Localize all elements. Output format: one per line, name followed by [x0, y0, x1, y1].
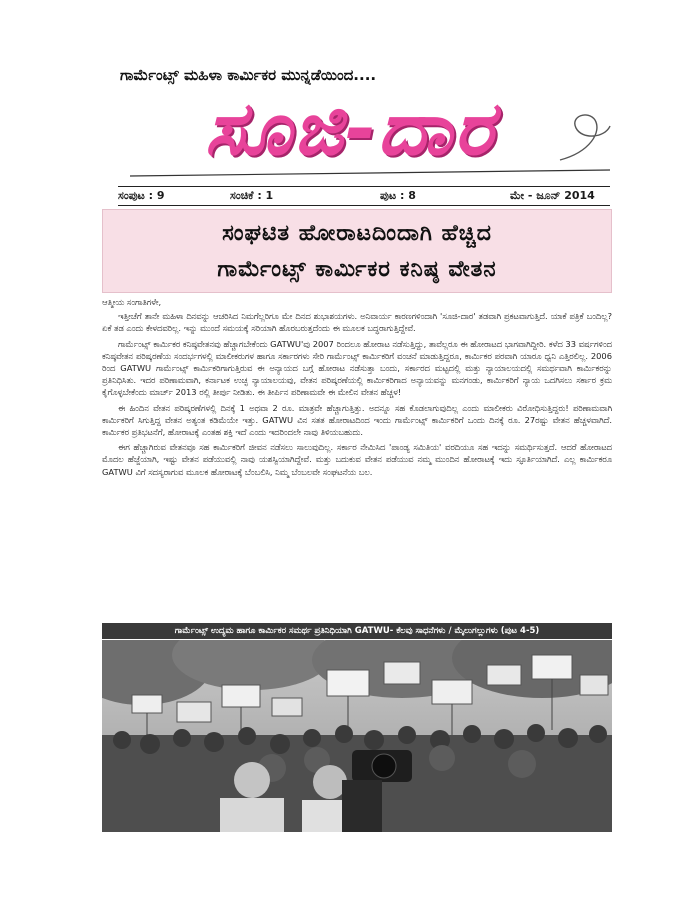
issue-volume: ಸಂಪುಟ : 9 [118, 189, 165, 202]
headline-line-2: ಗಾರ್ಮೆಂಟ್ಸ್ ಕಾರ್ಮಿಕರ ಕನಿಷ್ಠ ವೇತನ [217, 257, 497, 282]
article-salutation: ಆತ್ಮೀಯ ಸಂಗಾತಿಗಳೇ, [102, 297, 162, 307]
masthead-logo [90, 82, 620, 182]
article-paragraph: ಇತ್ತೀಚೆಗೆ ತಾನೇ ಮಹಿಳಾ ದಿನವನ್ನು ಆಚರಿಸಿದ ನಿಮಗೆಲ್ಲರಿಗೂ ಮೇ ದಿನದ ಶುಭಾಶಯಗಳು. ಅನಿವಾರ್ಯ ಕಾರಣಗಳಿಂದಾಗಿ 'ಸೂಜಿ-ದಾರ' ತಡವಾಗಿ ಪ್ರಕಟವಾಗುತ್ತಿದೆ. ಯಾಕೆ ಪತ್ರಿಕೆ ಬಂದಿಲ್ಲ? ಏಕೆ ತಡ ಎಂದು ಕೇಳದವರಿಲ್ಲ. ಇನ್ನು ಮುಂದೆ ಸಮಯಕ್ಕೆ ಸರಿಯಾಗಿ ಹೊರಬರುತ್ತದೆಂದು ಈ ಮೂಲಕ ಬದ್ಧರಾಗುತ್ತಿದ್ದೇವೆ. [102, 311, 612, 334]
issue-number: ಸಂಚಿಕೆ : 1 [230, 189, 274, 202]
headline-line-1: ಸಂಘಟಿತ ಹೋರಾಟದಿಂದಾಗಿ ಹೆಚ್ಚಿದ [222, 221, 492, 246]
article-paragraph: ಈ ಹಿಂದಿನ ವೇತನ ಪರಿಷ್ಕರಣೆಗಳಲ್ಲಿ ದಿನಕ್ಕೆ 1 ಅಥವಾ 2 ರೂ. ಮಾತ್ರವೇ ಹೆಚ್ಚಾಗುತ್ತಿತ್ತು. ಅದನ್ನೂ ಸಹ ಕೊಡಲಾಗುವುದಿಲ್ಲ ಎಂದು ಮಾಲೀಕರು ವಿರೋಧಿಸುತ್ತಿದ್ದರು! ಪರಿಣಾಮವಾಗಿ ಕಾರ್ಮಿಕರಿಗೆ ಸಿಗುತ್ತಿದ್ದ ವೇತನ ಅತ್ಯಂತ ಕಡಿಮೆಯೇ ಇತ್ತು. GATWU ವಿನ ಸತತ ಹೋರಾಟದಿಂದ ಇಂದು ಗಾರ್ಮೆಂಟ್ಸ್ ಕಾರ್ಮಿಕರಿಗೆ ಒಂದು ದಿನಕ್ಕೆ ರೂ. 27ರಷ್ಟು ವೇತನ ಹೆಚ್ಚಳವಾಗಿದೆ. ಕಾರ್ಮಿಕರ ಪ್ರತಿಭಟನೆಗೆ, ಹೋರಾಟಕ್ಕೆ ಎಂತಹ ಶಕ್ತಿ ಇದೆ ಎಂದು ಇದರಿಂದಲೇ ನಾವು ತಿಳಿಯಬಹುದು. [102, 402, 612, 438]
issue-date: ಮೇ - ಜೂನ್ 2014 [510, 189, 595, 202]
issue-pages: ಪುಟ : 8 [380, 189, 416, 202]
masthead-title: ಸೂಜಿ-ದಾರ [204, 86, 496, 172]
main-headline [102, 209, 612, 293]
issue-info-bar [118, 186, 610, 206]
photo-caption: ಗಾರ್ಮೆಂಟ್ಸ್ ಉದ್ಯಮ ಹಾಗೂ ಕಾರ್ಮಿಕರ ಸಮರ್ಥ ಪ್ರತಿನಿಧಿಯಾಗಿ GATWU- ಕೆಲವು ಸಾಧನೆಗಳು / ಮೈಲುಗಲ್ಲುಗಳು (ಪುಟ 4-5) [102, 623, 612, 639]
protest-crowd-image [102, 640, 612, 832]
article-body [102, 296, 612, 481]
needle-thread-icon [90, 82, 620, 182]
masthead-tagline: ಗಾರ್ಮೆಂಟ್ಸ್ ಮಹಿಳಾ ಕಾರ್ಮಿಕರ ಮುನ್ನಡೆಯಿಂದ.... [120, 66, 377, 84]
protest-photo [102, 640, 612, 832]
article-paragraph: ಈಗ ಹೆಚ್ಚಾಗಿರುವ ವೇತನವೂ ಸಹ ಕಾರ್ಮಿಕರಿಗೆ ಜೀವನ ನಡೆಸಲು ಸಾಲುವುದಿಲ್ಲ. ಸರ್ಕಾರ ನೇಮಿಸಿದ 'ಪಾಂಡ್ಯ ಸಮಿತಿಯ' ವರದಿಯೂ ಸಹ ಇದನ್ನು ಸಮರ್ಥಿಸುತ್ತದೆ. ಆದರೆ ಹೋರಾಟದ ಮೊದಲ ಹೆಜ್ಜೆಯಾಗಿ, ಇಷ್ಟು ವೇತನ ಪಡೆಯುವಲ್ಲಿ ನಾವು ಯಶಸ್ವಿಯಾಗಿದ್ದೇವೆ. ಮತ್ತು ಬದುಕುವ ವೇತನ ಪಡೆಯುವ ನಮ್ಮ ಮುಂದಿನ ಹೋರಾಟಕ್ಕೆ ಇದು ಸ್ಫೂರ್ತಿಯಾಗಿದೆ. ಎಲ್ಲ ಕಾರ್ಮಿಕರೂ GATWU ವಿಗೆ ಸದಸ್ಯರಾಗುವ ಮೂಲಕ ಹೋರಾಟಕ್ಕೆ ಬೆಂಬಲಿಸಿ, ನಿಮ್ಮ ಬೆಂಬಲವೇ ಸಂಘಟನೆಯ ಬಲ. [102, 442, 612, 477]
article-paragraph: ಗಾರ್ಮೆಂಟ್ಸ್ ಕಾರ್ಮಿಕರ ಕನಿಷ್ಠವೇತನವು ಹೆಚ್ಚಾಗಬೇಕೆಂದು GATWU'ವು 2007 ರಿಂದಲೂ ಹೋರಾಟ ನಡೆಸುತ್ತಿದ್ದು, ತಾವೆಲ್ಲರೂ ಈ ಹೋರಾಟದ ಭಾಗವಾಗಿದ್ದೀರಿ. ಕಳೆದ 33 ವರ್ಷಗಳಿಂದ ಕನಿಷ್ಠವೇತನ ಪರಿಷ್ಕರಣೆಯ ಸಂದರ್ಭಗಳಲ್ಲಿ ಮಾಲೀಕರುಗಳ ಹಾಗೂ ಸರ್ಕಾರಗಳು ಸೇರಿ ಗಾರ್ಮೆಂಟ್ಸ್ ಕಾರ್ಮಿಕರಿಗೆ ವಂಚನೆ ಮಾಡುತ್ತಿದ್ದರೂ, ಕಾರ್ಮಿಕರ ಪರವಾಗಿ ಯಾರೂ ಧ್ವನಿ ಎತ್ತಿರಲಿಲ್ಲ. 2006 ರಿಂದ GATWU ಗಾರ್ಮೆಂಟ್ಸ್ ಕಾರ್ಮಿಕರಿಗಾಗುತ್ತಿರುವ ಈ ಅನ್ಯಾಯದ ಬಗ್ಗೆ ಹೋರಾಟ ನಡೆಸುತ್ತಾ ಬಂದು, ಸರ್ಕಾರದ ಮಟ್ಟದಲ್ಲಿ ಮತ್ತು ನ್ಯಾಯಾಲಯದಲ್ಲಿ ಸಮರ್ಥವಾಗಿ ಕಾರ್ಮಿಕರನ್ನು ಪ್ರತಿನಿಧಿಸಿತು. ಇದರ ಪರಿಣಾಮವಾಗಿ, ಕರ್ನಾಟಕ ಉಚ್ಛ ನ್ಯಾಯಾಲಯವು, ವೇತನ ಪರಿಷ್ಕರಣೆಯಲ್ಲಿ ಕಾರ್ಮಿಕರಿಗಾದ ಅನ್ಯಾಯವನ್ನು ಮನಗಂಡು, ಕಾರ್ಮಿಕರಿಗೆ ನ್ಯಾಯ ಒದಗಿಸಲು ಸರ್ಕಾರ ಕ್ರಮ ಕೈಗೊಳ್ಳಬೇಕೆಂದು ಮಾರ್ಚ್ 2013 ರಲ್ಲಿ ತೀರ್ಪು ನೀಡಿತು. ಈ ತೀರ್ಪಿನ ಪರಿಣಾಮವೇ ಈ ಮೇಲಿನ ವೇತನ ಹೆಚ್ಚಳ! [102, 338, 612, 398]
